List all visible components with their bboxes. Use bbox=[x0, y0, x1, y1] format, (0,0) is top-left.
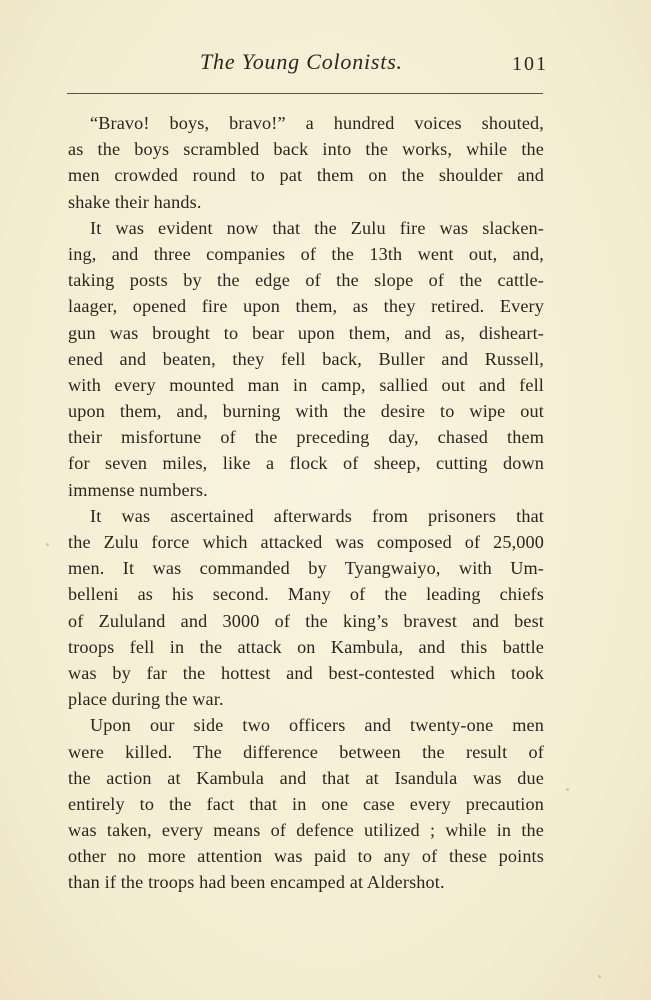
body-text bbox=[68, 110, 544, 896]
text-line: their misfortune of the preceding day, chased them bbox=[68, 427, 544, 448]
text-line: other no more attention was paid to any of these points bbox=[68, 846, 544, 867]
running-head-title: The Young Colonists. bbox=[200, 49, 403, 74]
text-line: with every mounted man in camp, sallied out and fell bbox=[68, 374, 544, 395]
text-line: “Bravo! boys, bravo!” a hundred voices shouted, bbox=[90, 113, 544, 133]
text-line: shake their hands. bbox=[68, 191, 202, 212]
text-line: the Zulu force which attacked was composed of 25,000 bbox=[68, 532, 544, 552]
text-line: men crowded round to pat them on the shoulder and bbox=[68, 165, 544, 186]
text-line: for seven miles, like a flock of sheep, cutting down bbox=[68, 453, 544, 474]
text-line: Upon our side two officers and twenty-one men bbox=[90, 715, 544, 736]
running-head bbox=[0, 47, 651, 81]
text-line: men. It was commanded by Tyangwaiyo, with Um- bbox=[68, 558, 544, 579]
text-line: than if the troops had been encamped at Aldershot. bbox=[68, 872, 445, 893]
text-line: as the boys scrambled back into the works, while the bbox=[68, 139, 544, 160]
text-line: entirely to the fact that in one case every precaution bbox=[68, 793, 544, 814]
text-line: of Zululand and 3000 of the king’s bravest and best bbox=[68, 610, 544, 631]
page-number: 101 bbox=[512, 53, 548, 75]
paper-speck bbox=[598, 975, 601, 978]
text-line: gun was brought to bear upon them, and as, disheart- bbox=[68, 322, 544, 343]
text-line: the action at Kambula and that at Isandula was due bbox=[68, 767, 544, 788]
text-line: ened and beaten, they fell back, Buller and Russell, bbox=[68, 348, 544, 369]
text-line: It was ascertained afterwards from prisoners that bbox=[90, 505, 544, 526]
text-line: upon them, and, burning with the desire to wipe out bbox=[68, 401, 544, 422]
text-line: was by far the hottest and best-contested which took bbox=[68, 662, 544, 683]
text-line: laager, opened fire upon them, as they retired. Every bbox=[68, 296, 544, 317]
paper-speck bbox=[566, 788, 569, 791]
text-line: It was evident now that the Zulu fire was slacken- bbox=[90, 217, 544, 238]
text-line: was taken, every means of defence utilized ; while in the bbox=[68, 820, 544, 841]
text-line: immense numbers. bbox=[68, 479, 208, 500]
text-line: troops fell in the attack on Kambula, and this battle bbox=[68, 636, 544, 657]
text-line: place during the war. bbox=[68, 689, 224, 710]
text-line: were killed. The difference between the result of bbox=[68, 741, 544, 762]
text-line: taking posts by the edge of the slope of the cattle- bbox=[68, 270, 544, 291]
text-line: belleni as his second. Many of the leading chiefs bbox=[68, 584, 544, 605]
paper-speck bbox=[46, 543, 49, 546]
header-rule bbox=[67, 93, 543, 94]
text-line: ing, and three companies of the 13th went out, and, bbox=[68, 243, 544, 264]
